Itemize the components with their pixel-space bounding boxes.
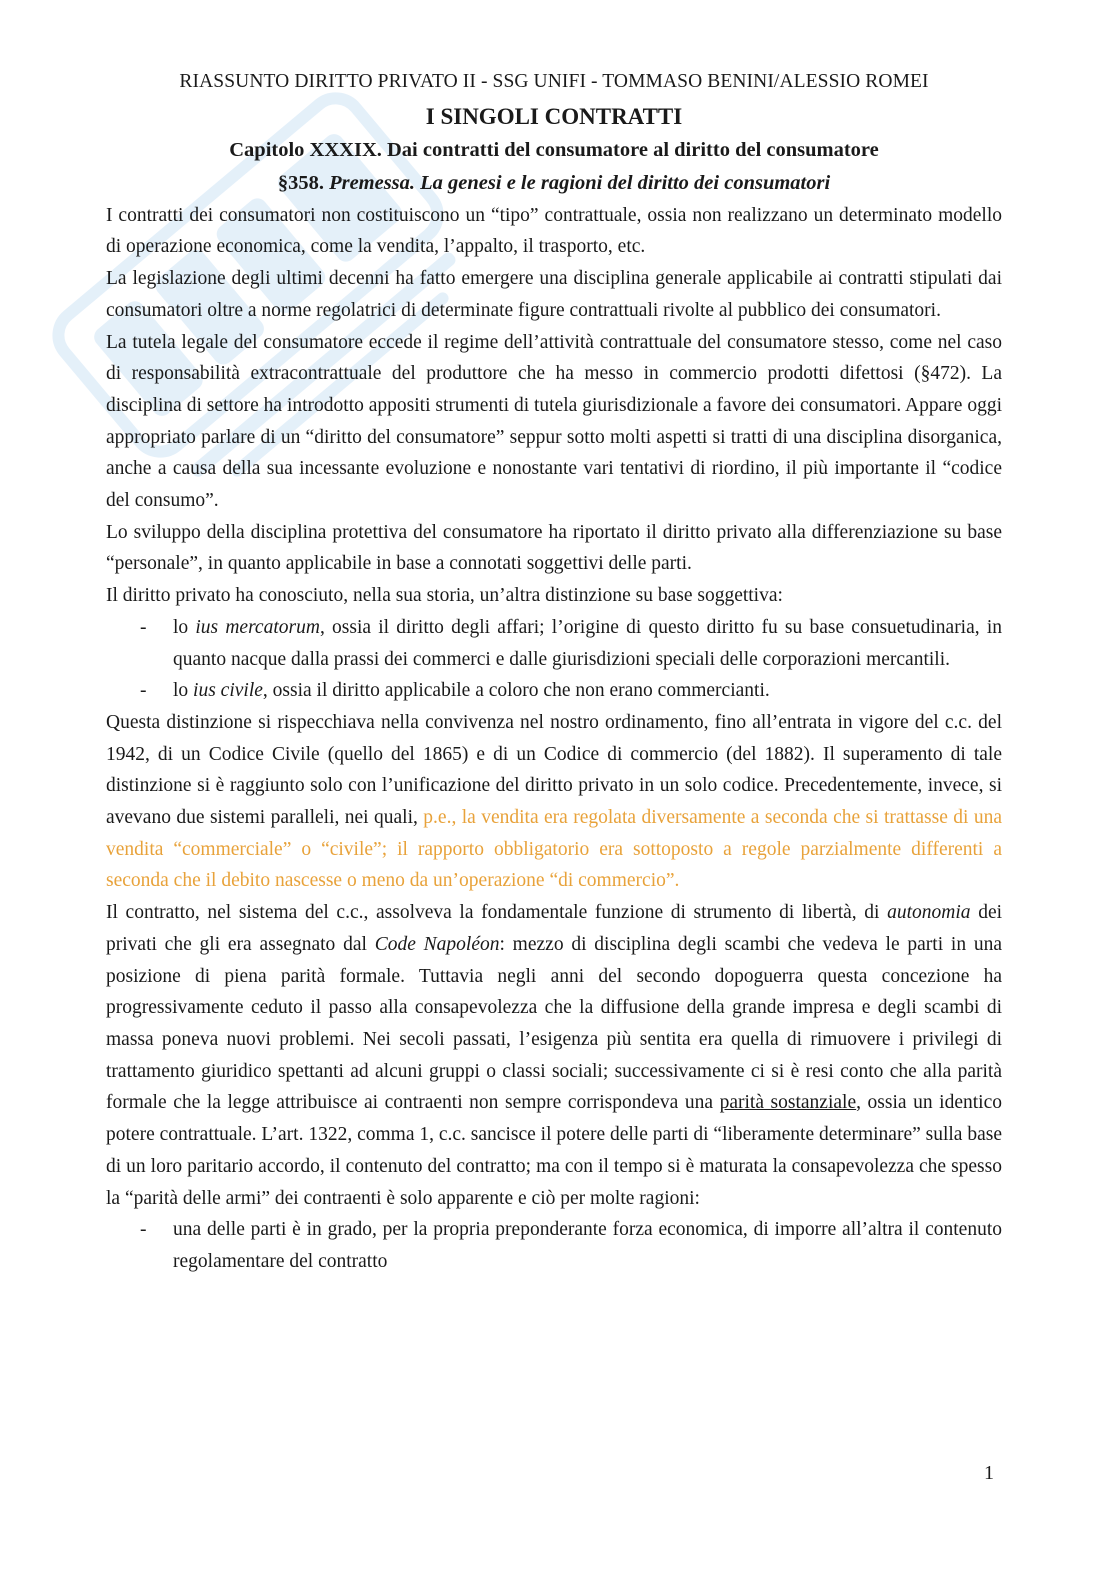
bullet-item-ius-civile: - lo ius civile, ossia il diritto applicabile a coloro che non erano commercianti. [106,675,1002,707]
paragraph-3: La tutela legale del consumatore eccede il regime dell’attività contrattuale del consumatore stesso, come nel caso di responsabilità extracontrattuale del produttore che ha messo in commercio prodotti difettosi (§472). La disciplina di settore ha introdotto appositi strumenti di tutela giurisdizionale a favore dei consumatori. Appare oggi appropriato parlare di un “diritto del consumatore” seppur sotto molti aspetti si tratti di una disciplina disorganica, anche a causa della sua incessante evoluzione e nonostante vari tentativi di riordino, il più importante il “codice del consumo”. [106,331,1002,512]
paragraph-2: La legislazione degli ultimi decenni ha fatto emergere una disciplina generale applicabile ai contratti stipulati dai consumatori oltre a norme regolatrici di determinate figure contrattuali rivolte al pubblico dei consumatori. [106,268,1002,321]
bullet-item-ius-mercatorum: - lo ius mercatorum, ossia il diritto degli affari; l’origine di questo diritto fu su base consuetudinaria, in quanto nacque dalla prassi dei commerci e dalle giurisdizioni speciali delle corporazioni mercantili. [106,612,1002,675]
bullet-dash: - [140,680,147,702]
chapter-heading: Capitolo XXXIX. Dai contratti del consumatore al diritto del consumatore [229,138,879,161]
bullet-dash: - [140,1219,147,1241]
term-ius-civile: ius civile [193,680,263,702]
bullet-item-reason-1: - una delle parti è in grado, per la propria preponderante forza economica, di imporre all’altra il contenuto regolamentare del contratto [106,1214,1002,1277]
paragraph-1: I contratti dei consumatori non costituiscono un “tipo” contrattuale, ossia non realizzano un determinato modello di operazione economica, come la vendita, l’appalto, il trasporto, etc. [106,204,1002,258]
section-number: §358. [277,171,324,194]
bullet-list-reasons [106,1214,1002,1277]
bullet-dash: - [140,616,147,638]
paragraph-6: Questa distinzione si rispecchiava nella convivenza nel nostro ordinamento, fino all’entrata in vigore del c.c. del 1942, di un Codice Civile (quello del 1865) e di un Codice di commercio (del 1882). Il superamento di tale distinzione si è raggiunto solo con l’unificazione del diritto privato in un solo codice. Precedentemente, invece, si avevano due sistemi paralleli, nei quali, p.e., la vendita era regolata diversamente a seconda che si trattasse di una vendita “commerciale” o “civile”; il rapporto obbligatorio era sottoposto a regole parzialmente differenti a seconda che il debito nascesse o meno da un’operazione “di commercio”. [106,711,1003,892]
paragraph-4: Lo sviluppo della disciplina protettiva del consumatore ha riportato il diritto privato alla differenziazione su base “personale”, in quanto applicabile in base a connotati soggettivi delle parti. [106,521,1002,575]
bullet-list-ius [106,612,1002,707]
highlighted-text: p.e., la vendita era regolata diversamente a seconda che si trattasse di una vendita “commerciale” o “civile”; il rapporto obbligatorio era sottoposto a regole parzialmente differenti a seconda che il debito nascesse o meno da un’operazione “di commercio”. [106,807,1003,892]
term-ius-mercatorum: ius mercatorum [195,616,320,638]
page-content [106,66,1002,1278]
document-title: I SINGOLI CONTRATTI [425,103,683,129]
section-title: Premessa. La genesi e le ragioni del diritto dei consumatori [329,171,831,194]
section-heading [106,167,1002,200]
underlined-text: parità sostanziale [719,1092,857,1114]
page-number: 1 [984,1462,994,1484]
paragraph-5: Il diritto privato ha conosciuto, nella sua storia, un’altra distinzione su base soggettiva: [106,585,783,607]
paragraph-7: Il contratto, nel sistema del c.c., assolveva la fondamentale funzione di strumento di libertà, di autonomia dei privati che gli era assegnato dal Code Napoléon: mezzo di disciplina degli scambi che vedeva le parti in una posizione di piena parità formale. Tuttavia negli anni del secondo dopoguerra questa concezione ha progressivamente ceduto il passo alla consapevolezza che la diffusione della grande impresa e degli scambi di massa poneva nuovi problemi. Nei secoli passati, l’esigenza più sentita era quella di rimuovere i privilegi di trattamento giuridico spettanti ad alcuni gruppi o classi sociali; successivamente ci si è resi conto che alla parità formale che la legge attribuisce ai contraenti non sempre corrispondeva una parità sostanziale, ossia un identico potere contrattuale. L’art. 1322, comma 1, c.c. sancisce il potere delle parti di “liberamente determinare” sulla base di un loro paritario accordo, il contenuto del contratto; ma con il tempo si è maturata la consapevolezza che spesso la “parità delle armi” dei contraenti è solo apparente e ciò per molte ragioni: [106,902,1003,1209]
document-header: RIASSUNTO DIRITTO PRIVATO II - SSG UNIFI - TOMMASO BENINI/ALESSIO ROMEI [179,71,929,92]
